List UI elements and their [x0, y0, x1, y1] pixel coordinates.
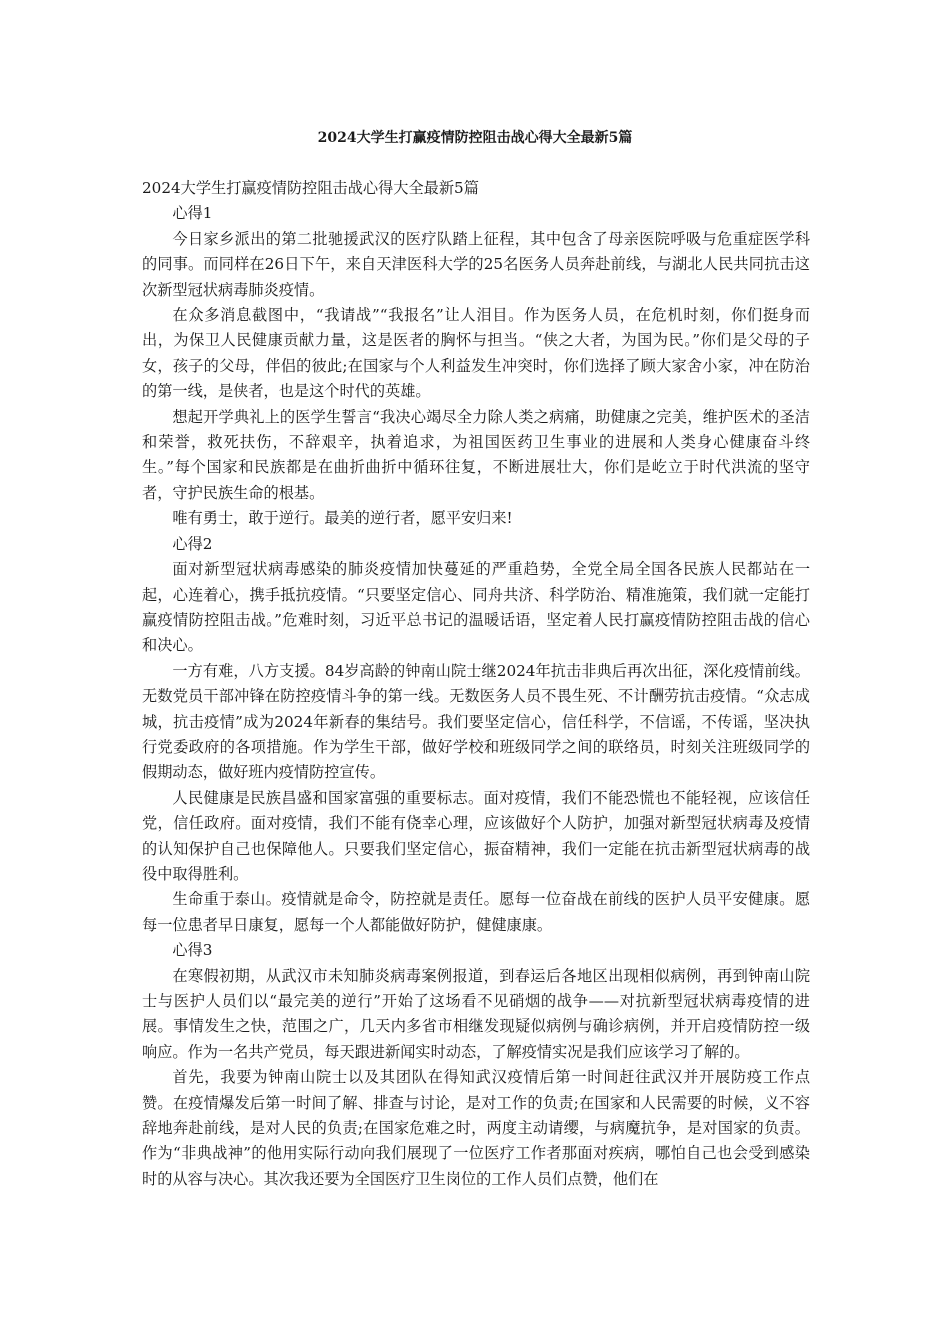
paragraph: 在众多消息截图中，“我请战”“我报名”让人泪目。作为医务人员，在危机时刻，你们挺身而出，为保卫人民健康贡献力量，这是医者的胸怀与担当。“侠之大者，为国为民。”你们是父母的子女，孩子的父母，伴侣的彼此;在国家与个人利益发生冲突时，你们选择了顾大家舍小家，冲在防治的第一线，是侠者，也是这个时代的英雄。 [142, 306, 810, 401]
document-subtitle: 2024大学生打赢疫情防控阻击战心得大全最新5篇 [142, 179, 479, 197]
paragraph: 唯有勇士，敢于逆行。最美的逆行者，愿平安归来! [172, 509, 513, 528]
section-heading-3: 心得3 [172, 941, 213, 960]
paragraph: 面对新型冠状病毒感染的肺炎疫情加快蔓延的严重趋势，全党全局全国各民族人民都站在一起，心连着心，携手抵抗疫情。“只要坚定信心、同舟共济、科学防治、精准施策，我们就一定能打赢疫情防控阻击战。”危难时刻，习近平总书记的温暖话语，坚定着人民打赢疫情防控阻击战的信心和决心。 [142, 560, 810, 655]
paragraph: 首先，我要为钟南山院士以及其团队在得知武汉疫情后第一时间赶往武汉并开展防疫工作点赞。在疫情爆发后第一时间了解、排查与讨论，是对工作的负责;在国家和人民需要的时候，义不容辞地奔赴前线，是对人民的负责;在国家危难之时，两度主动请缨，与病魔抗争，是对国家的负责。作为“非典战神”的他用实际行动向我们展现了一位医疗工作者那面对疾病，哪怕自己也会受到感染时的从容与决心。其次我还要为全国医疗卫生岗位的工作人员们点赞，他们在 [142, 1068, 810, 1188]
paragraph: 生命重于泰山。疫情就是命令，防控就是责任。愿每一位奋战在前线的医护人员平安健康。愿每一位患者早日康复，愿每一个人都能做好防护，健健康康。 [142, 890, 810, 934]
paragraph: 今日家乡派出的第二批驰援武汉的医疗队踏上征程，其中包含了母亲医院呼吸与危重症医学科的同事。而同样在26日下午，来自天津医科大学的25名医务人员奔赴前线，与湖北人民共同抗击这次新型冠状病毒肺炎疫情。 [142, 229, 810, 299]
section-heading-2: 心得2 [172, 534, 213, 553]
document-title: 2024大学生打赢疫情防控阻击战心得大全最新5篇 [317, 130, 633, 146]
paragraph: 想起开学典礼上的医学生誓言“我决心竭尽全力除人类之病痛，助健康之完美，维护医术的圣洁和荣誉，救死扶伤，不辞艰辛，执着追求，为祖国医药卫生事业的进展和人类身心健康奋斗终生。”每个国家和民族都是在曲折曲折中循环往复，不断进展壮大，你们是屹立于时代洪流的坚守者，守护民族生命的根基。 [142, 407, 810, 502]
document-body [142, 176, 810, 1192]
paragraph: 一方有难，八方支援。84岁高龄的钟南山院士继2024年抗击非典后再次出征，深化疫情前线。无数党员干部冲锋在防控疫情斗争的第一线。无数医务人员不畏生死、不计酬劳抗击疫情。“众志成城，抗击疫情”成为2024年新春的集结号。我们要坚定信心，信任科学，不信谣，不传谣，坚决执行党委政府的各项措施。作为学生干部，做好学校和班级同学之间的联络员，时刻关注班级同学的假期动态，做好班内疫情防控宣传。 [142, 661, 810, 782]
section-heading-1: 心得1 [172, 204, 213, 223]
paragraph: 在寒假初期，从武汉市未知肺炎病毒案例报道，到春运后各地区出现相似病例，再到钟南山院士与医护人员们以“最完美的逆行”开始了这场看不见硝烟的战争——对抗新型冠状病毒疫情的进展。事情发生之快，范围之广，几天内多省市相继发现疑似病例与确诊病例，并开启疫情防控一级响应。作为一名共产党员，每天跟进新闻实时动态，了解疫情实况是我们应该学习了解的。 [142, 966, 810, 1061]
paragraph: 人民健康是民族昌盛和国家富强的重要标志。面对疫情，我们不能恐慌也不能轻视，应该信任党，信任政府。面对疫情，我们不能有侥幸心理，应该做好个人防护，加强对新型冠状病毒及疫情的认知保护自己也保障他人。只要我们坚定信心，振奋精神，我们一定能在抗击新型冠状病毒的战役中取得胜利。 [142, 788, 810, 883]
